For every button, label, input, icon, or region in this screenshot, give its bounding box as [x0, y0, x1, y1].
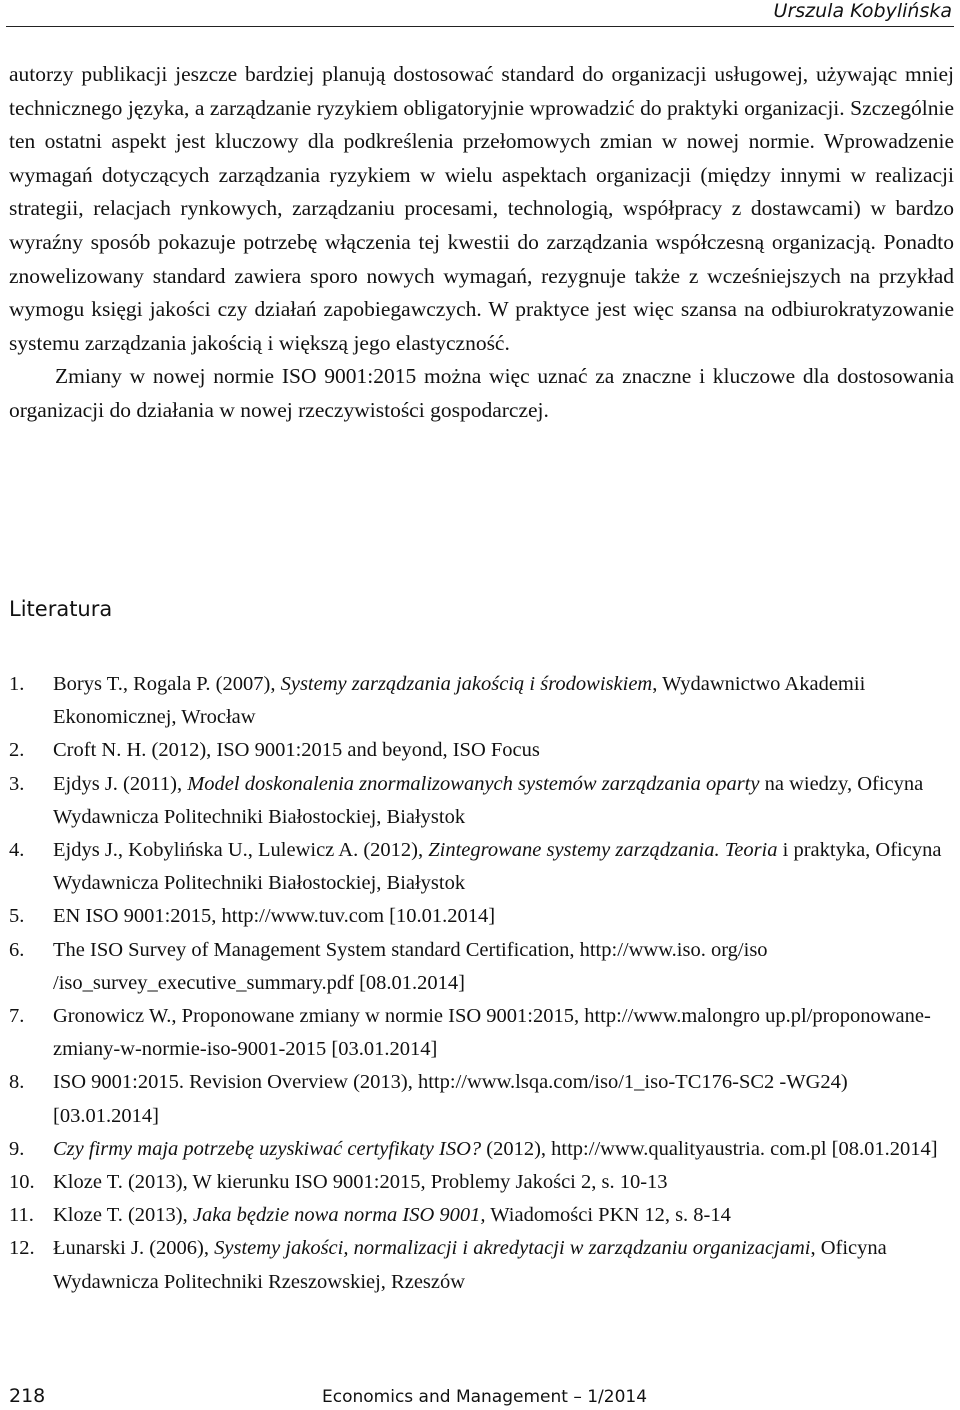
reference-title: Model doskonalenia znormalizowanych systemów zarządzania oparty	[187, 772, 760, 795]
reference-item	[9, 934, 954, 1000]
reference-number: 6.	[9, 938, 25, 961]
reference-text: Ejdys J. (2011),	[53, 772, 188, 795]
reference-text: Kloze T. (2013), W kierunku ISO 9001:2015, Problemy Jakości 2, s. 10-13	[53, 1171, 668, 1194]
reference-item	[9, 1000, 954, 1066]
reference-title: Systemy zarządzania jakością i środowiskiem	[280, 673, 653, 695]
reference-number: 7.	[9, 1005, 25, 1028]
reference-item	[9, 1066, 954, 1132]
reference-item	[9, 768, 954, 834]
journal-footer: Economics and Management – 1/2014	[322, 1387, 648, 1407]
header-rule	[6, 26, 954, 27]
running-head: Urszula Kobylińska	[773, 0, 952, 22]
reference-number: 5.	[9, 905, 25, 928]
reference-text: EN ISO 9001:2015, http://www.tuv.com [10.01.2014]	[53, 905, 496, 928]
reference-text: Kloze T. (2013),	[53, 1204, 193, 1227]
reference-title: Czy firmy maja potrzebę uzyskiwać certyfikaty ISO?	[53, 1137, 482, 1160]
reference-item	[9, 1199, 954, 1232]
reference-number: 9.	[9, 1137, 25, 1160]
reference-number: 11.	[9, 1204, 34, 1227]
reference-text: ISO 9001:2015. Revision Overview (2013), http://www.lsqa.com/iso/1_iso-TC176-SC2 -WG24) [03.01.2014]	[53, 1071, 848, 1127]
reference-number: 8.	[9, 1071, 25, 1094]
reference-text: i praktyka, Oficyna Wydawnicza Politechniki Białostockiej, Białystok	[53, 839, 942, 895]
reference-text: Wiadomości PKN 12, s. 8-14	[485, 1204, 731, 1227]
reference-number: 10.	[9, 1171, 35, 1194]
reference-item	[9, 668, 954, 734]
reference-text: Borys T., Rogala P. (2007),	[53, 673, 281, 695]
reference-number: 3.	[9, 772, 25, 795]
reference-text: , Oficyna Wydawnicza Politechniki Rzeszowskiej, Rzeszów	[53, 1237, 887, 1293]
reference-item	[9, 734, 954, 767]
page-number: 218	[9, 1385, 46, 1407]
reference-title: Systemy jakości, normalizacji i akredytacji w zarządzaniu organizacjami	[214, 1237, 811, 1260]
reference-number: 1.	[9, 673, 25, 695]
reference-item	[9, 1166, 954, 1199]
reference-text: Łunarski J. (2006),	[53, 1237, 215, 1260]
reference-text: na wiedzy, Oficyna Wydawnicza Politechniki Białostockiej, Białystok	[53, 772, 924, 828]
body-text	[9, 58, 954, 428]
paragraph: autorzy publikacji jeszcze bardziej planują dostosować standard do organizacji usługowej, używając mniej technicznego języka, a zarządzanie ryzykiem obligatoryjnie wprowadzić do praktyki organizacji. Szczególnie ten ostatni aspekt jest kluczowy dla podkreślenia przełomowych zmian w nowej normie. Wprowadzenie wymagań dotyczących zarządzania ryzykiem w wielu aspektach organizacji (między innymi w realizacji strategii, relacjach rynkowych, zarządzaniu procesami, technologią, współpracy z dostawcami) w bardzo wyraźny sposób pokazuje potrzebę włączenia tej kwestii do zarządzania współczesną organizacją. Ponadto znowelizowany standard zawiera sporo nowych wymagań, rezygnuje także z wcześniejszych na przykład wymogu księgi jakości czy działań zapobiegawczych. W praktyce jest więc szansa na odbiurokratyzowanie systemu zarządzania jakością i większą jego elastyczność.	[9, 62, 954, 355]
reference-number: 4.	[9, 839, 25, 862]
reference-title: Zintegrowane systemy zarządzania. Teoria	[428, 839, 778, 862]
reference-item	[9, 1133, 954, 1166]
reference-text: Ejdys J., Kobylińska U., Lulewicz A. (2012),	[53, 839, 429, 862]
reference-text: Croft N. H. (2012), ISO 9001:2015 and beyond, ISO Focus	[53, 739, 540, 762]
reference-number: 2.	[9, 739, 25, 762]
reference-item	[9, 834, 954, 900]
reference-text: , Wydawnictwo Akademii Ekonomicznej, Wrocław	[53, 673, 866, 729]
reference-list	[9, 668, 954, 1299]
reference-text: (2012), http://www.qualityaustria. com.pl [08.01.2014]	[481, 1137, 938, 1160]
reference-text: Gronowicz W., Proponowane zmiany w normie ISO 9001:2015, http://www.malongro up.pl/proponowane-zmiany-w-normie-iso-9001-2015 [03.01.2014]	[53, 1005, 931, 1061]
reference-number: 12.	[9, 1237, 35, 1260]
paragraph: Zmiany w nowej normie ISO 9001:2015 można więc uznać za znaczne i kluczowe dla dostosowania organizacji do działania w nowej rzeczywistości gospodarczej.	[9, 364, 954, 422]
reference-title: Jaka będzie nowa norma ISO 9001,	[192, 1204, 486, 1227]
reference-item	[9, 1232, 954, 1298]
reference-text: The ISO Survey of Management System standard Certification, http://www.iso. org/iso /iso_survey_executive_summary.pdf [08.01.2014]	[53, 938, 768, 994]
section-title: Literatura	[9, 597, 113, 621]
reference-item	[9, 900, 954, 933]
